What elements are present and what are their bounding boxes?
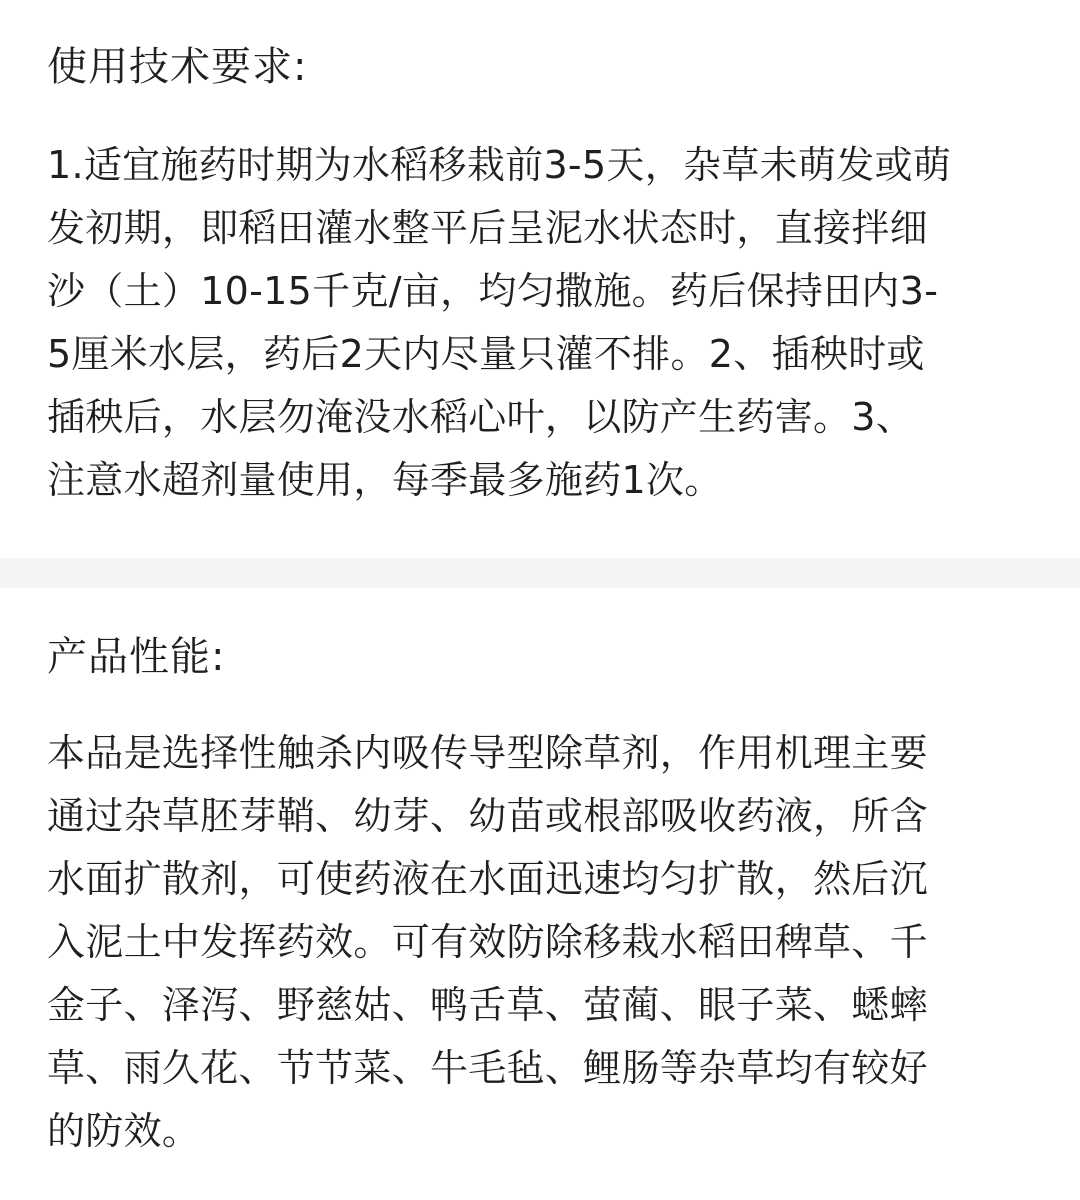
product-performance-card [0, 588, 1080, 1200]
product-performance-text [47, 722, 1037, 1163]
performance-text-line: 草、雨久花、节节菜、牛毛毡、鲤肠等杂草均有较好 [47, 1046, 928, 1090]
performance-text-line: 本品是选择性触杀内吸传导型除草剂，作用机理主要 [47, 731, 928, 775]
performance-text-line: 入泥土中发挥药效。可有效防除移栽水稻田稗草、千 [47, 920, 928, 964]
performance-text-line: 金子、泽泻、野慈姑、鸭舌草、萤蔺、眼子菜、蟋蟀 [47, 983, 928, 1027]
performance-text-line: 通过杂草胚芽鞘、幼芽、幼苗或根部吸收药液，所含 [47, 794, 928, 838]
usage-text-line: 沙（土）10-15千克/亩，均匀撒施。药后保持田内3- [47, 269, 939, 313]
usage-requirements-card [0, 0, 1080, 558]
usage-text-line: 注意水超剂量使用，每季最多施药1次。 [47, 458, 723, 502]
product-performance-title: 产品性能: [47, 634, 226, 680]
usage-text-line: 5厘米水层，药后2天内尽量只灌不排。2、插秧时或 [47, 332, 925, 376]
usage-text-line: 插秧后，水层勿淹没水稻心叶，以防产生药害。3、 [47, 395, 915, 439]
usage-text-line: 1.适宜施药时期为水稻移栽前3-5天，杂草未萌发或萌 [47, 143, 952, 187]
usage-requirements-text [47, 134, 1037, 512]
section-divider [0, 558, 1080, 588]
usage-text-line: 发初期，即稻田灌水整平后呈泥水状态时，直接拌细 [47, 206, 928, 250]
usage-requirements-title: 使用技术要求: [47, 44, 308, 90]
performance-text-line: 水面扩散剂，可使药液在水面迅速均匀扩散，然后沉 [47, 857, 928, 901]
performance-text-line: 的防效。 [47, 1109, 201, 1153]
